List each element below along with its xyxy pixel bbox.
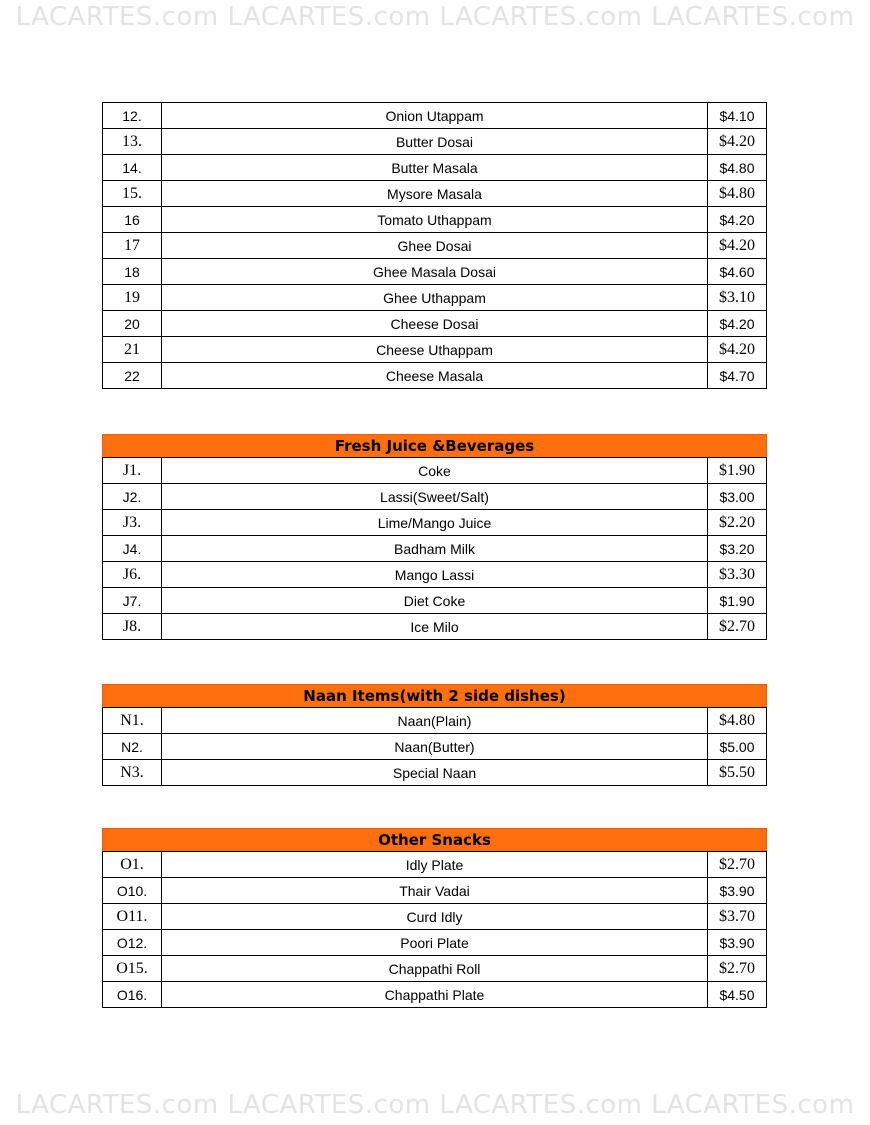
menu-row xyxy=(103,311,767,337)
item-number: O11. xyxy=(103,904,162,930)
item-number: 14. xyxy=(103,155,162,181)
item-number: J6. xyxy=(103,562,162,588)
item-name: Badham Milk xyxy=(162,536,708,562)
item-number: O15. xyxy=(103,956,162,982)
item-name: Cheese Uthappam xyxy=(162,337,708,363)
item-price: $3.90 xyxy=(708,930,767,956)
menu-row xyxy=(103,363,767,389)
menu-row xyxy=(103,562,767,588)
item-price: $3.90 xyxy=(708,878,767,904)
item-number: J7. xyxy=(103,588,162,614)
item-price: $4.20 xyxy=(708,337,767,363)
item-price: $5.00 xyxy=(708,734,767,760)
item-price: $4.20 xyxy=(708,129,767,155)
item-name: Idly Plate xyxy=(162,852,708,878)
menu-row xyxy=(103,878,767,904)
item-number: 16 xyxy=(103,207,162,233)
item-name: Ghee Dosai xyxy=(162,233,708,259)
item-number: 17 xyxy=(103,233,162,259)
item-number: J2. xyxy=(103,484,162,510)
item-price: $4.20 xyxy=(708,207,767,233)
menu-row xyxy=(103,982,767,1008)
item-number: J3. xyxy=(103,510,162,536)
item-name: Chappathi Roll xyxy=(162,956,708,982)
item-price: $2.70 xyxy=(708,852,767,878)
item-price: $4.10 xyxy=(708,103,767,129)
menu-row xyxy=(103,181,767,207)
menu-row xyxy=(103,510,767,536)
item-name: Ice Milo xyxy=(162,614,708,640)
menu-row xyxy=(103,760,767,786)
section-title: Fresh Juice &Beverages xyxy=(102,434,767,457)
item-name: Tomato Uthappam xyxy=(162,207,708,233)
item-price: $2.20 xyxy=(708,510,767,536)
item-number: N1. xyxy=(103,708,162,734)
item-price: $5.50 xyxy=(708,760,767,786)
item-name: Lime/Mango Juice xyxy=(162,510,708,536)
item-price: $3.20 xyxy=(708,536,767,562)
item-name: Special Naan xyxy=(162,760,708,786)
menu-row xyxy=(103,207,767,233)
item-price: $2.70 xyxy=(708,956,767,982)
item-price: $4.60 xyxy=(708,259,767,285)
watermark-bottom: LACARTES.com LACARTES.com LACARTES.com LACARTES.com xyxy=(15,1090,855,1120)
item-name: Onion Utappam xyxy=(162,103,708,129)
section-title: Naan Items(with 2 side dishes) xyxy=(102,684,767,707)
item-price: $4.70 xyxy=(708,363,767,389)
menu-row xyxy=(103,852,767,878)
item-price: $3.10 xyxy=(708,285,767,311)
menu-table xyxy=(102,102,767,389)
item-price: $4.80 xyxy=(708,155,767,181)
item-number: 18 xyxy=(103,259,162,285)
menu-row xyxy=(103,155,767,181)
menu-section-snacks xyxy=(102,828,767,1008)
menu-row xyxy=(103,259,767,285)
section-title: Other Snacks xyxy=(102,828,767,851)
menu-row xyxy=(103,103,767,129)
item-price: $1.90 xyxy=(708,458,767,484)
item-name: Thair Vadai xyxy=(162,878,708,904)
item-number: 20 xyxy=(103,311,162,337)
item-number: O1. xyxy=(103,852,162,878)
item-name: Cheese Dosai xyxy=(162,311,708,337)
item-number: O10. xyxy=(103,878,162,904)
menu-table xyxy=(102,457,767,640)
item-name: Mango Lassi xyxy=(162,562,708,588)
item-name: Chappathi Plate xyxy=(162,982,708,1008)
item-number: 12. xyxy=(103,103,162,129)
item-price: $4.50 xyxy=(708,982,767,1008)
item-name: Curd Idly xyxy=(162,904,708,930)
item-number: O12. xyxy=(103,930,162,956)
item-name: Lassi(Sweet/Salt) xyxy=(162,484,708,510)
item-number: 19 xyxy=(103,285,162,311)
item-number: 22 xyxy=(103,363,162,389)
item-name: Butter Dosai xyxy=(162,129,708,155)
item-name: Mysore Masala xyxy=(162,181,708,207)
menu-row xyxy=(103,129,767,155)
item-name: Cheese Masala xyxy=(162,363,708,389)
item-number: J1. xyxy=(103,458,162,484)
item-price: $4.20 xyxy=(708,311,767,337)
item-name: Naan(Butter) xyxy=(162,734,708,760)
menu-row xyxy=(103,458,767,484)
menu-row xyxy=(103,536,767,562)
menu-row xyxy=(103,904,767,930)
item-name: Diet Coke xyxy=(162,588,708,614)
item-price: $3.30 xyxy=(708,562,767,588)
item-name: Butter Masala xyxy=(162,155,708,181)
menu-table xyxy=(102,851,767,1008)
menu-row xyxy=(103,337,767,363)
item-price: $1.90 xyxy=(708,588,767,614)
item-number: 21 xyxy=(103,337,162,363)
menu-row xyxy=(103,956,767,982)
item-number: N2. xyxy=(103,734,162,760)
item-name: Naan(Plain) xyxy=(162,708,708,734)
menu-section-beverages xyxy=(102,434,767,640)
item-number: 13. xyxy=(103,129,162,155)
item-price: $4.80 xyxy=(708,708,767,734)
menu-table xyxy=(102,707,767,786)
item-price: $2.70 xyxy=(708,614,767,640)
item-number: N3. xyxy=(103,760,162,786)
item-price: $4.80 xyxy=(708,181,767,207)
menu-row xyxy=(103,734,767,760)
item-name: Ghee Masala Dosai xyxy=(162,259,708,285)
item-number: O16. xyxy=(103,982,162,1008)
item-number: J4. xyxy=(103,536,162,562)
item-number: J8. xyxy=(103,614,162,640)
menu-section-naan xyxy=(102,684,767,786)
item-price: $4.20 xyxy=(708,233,767,259)
menu-row xyxy=(103,233,767,259)
item-name: Poori Plate xyxy=(162,930,708,956)
watermark-top: LACARTES.com LACARTES.com LACARTES.com LACARTES.com xyxy=(15,2,855,32)
menu-row xyxy=(103,614,767,640)
menu-row xyxy=(103,285,767,311)
menu-row xyxy=(103,484,767,510)
item-price: $3.70 xyxy=(708,904,767,930)
menu-row xyxy=(103,588,767,614)
menu-row xyxy=(103,930,767,956)
item-number: 15. xyxy=(103,181,162,207)
item-price: $3.00 xyxy=(708,484,767,510)
item-name: Ghee Uthappam xyxy=(162,285,708,311)
menu-row xyxy=(103,708,767,734)
menu-section-dosai xyxy=(102,102,767,389)
item-name: Coke xyxy=(162,458,708,484)
